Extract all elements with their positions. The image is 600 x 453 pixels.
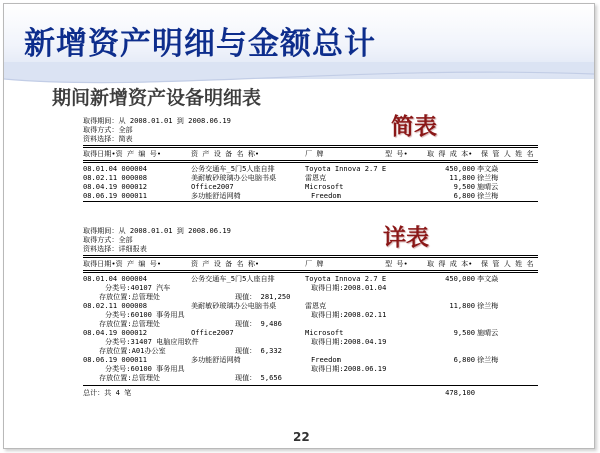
table-row: 08.02.11 000008 美耐敏砂玻璃办公电脑书桌 雷恩克 11,800 徐兰梅: [83, 301, 499, 310]
table-row-detail: 分类号:31407 电脑应用软件 取得日期:2008.04.19: [105, 337, 387, 346]
report-meta-line: 取得期间：从 2008.01.01 到 2008.06.19: [83, 116, 231, 125]
header-date-no: 取得日期•资 产 编 号•: [83, 259, 162, 268]
total-value: 478,100: [445, 388, 475, 397]
report-header-row: [83, 149, 538, 158]
table-row: 08.01.04 000004 公务交通车_5门5人座自排 Toyota Innova 2.7 E 450,000 李文焱: [83, 164, 499, 173]
header-brand: 厂 牌: [305, 259, 324, 268]
simple-report: [83, 116, 538, 203]
total-label: 总计：共 4 笔: [83, 388, 132, 397]
double-rule: [83, 270, 538, 273]
report-meta-line: 资料选择：详细报表: [83, 244, 147, 253]
simple-report-badge: 简表: [391, 114, 437, 140]
table-row-detail: 分类号:40107 汽车 取得日期:2008.01.04: [105, 283, 387, 292]
header-cost: 取 得 成 本•: [427, 259, 473, 268]
report-meta-line: 取得方式：全部: [83, 235, 133, 244]
header-name: 资 产 设 备 名 称•: [191, 149, 260, 158]
table-row-detail: 存放位置:总管理处 现值： 9,486: [99, 319, 282, 328]
double-rule: [83, 160, 538, 163]
total-row: [83, 388, 538, 397]
presentation-slide: [3, 3, 595, 449]
table-row-detail: 存放位置:总管理处 现值： 5,656: [99, 373, 282, 382]
slide-subtitle: 期间新增资产设备明细表: [52, 87, 262, 109]
single-rule: [83, 385, 538, 386]
table-row-detail: 分类号:60100 事务用具 取得日期:2008.06.19: [105, 364, 387, 373]
detail-report: [83, 226, 538, 397]
table-row: 08.06.19 000011 多功能舒适网椅 Freedom 6,800 徐兰梅: [83, 191, 499, 200]
header-custodian: 保 管 人 姓 名: [481, 149, 534, 158]
table-row-detail: 存放位置:总管理处 现值： 281,250: [99, 292, 291, 301]
page-number: 22: [293, 430, 310, 444]
table-row: 08.04.19 000012 Office2007 Microsoft 9,500 施晴云: [83, 182, 499, 191]
double-rule: [83, 255, 538, 258]
slide-title: 新增资产明细与金额总计: [24, 26, 376, 62]
table-row-detail: 分类号:60100 事务用具 取得日期:2008.02.11: [105, 310, 387, 319]
table-row: 08.01.04 000004 公务交通车_5门5人座自排 Toyota Innova 2.7 E 450,000 李文焱: [83, 274, 499, 283]
header-custodian: 保 管 人 姓 名: [481, 259, 534, 268]
report-meta-line: 取得方式：全部: [83, 125, 133, 134]
double-rule: [83, 145, 538, 148]
header-model: 型 号•: [385, 259, 408, 268]
table-row: 08.02.11 000008 美耐敏砂玻璃办公电脑书桌 雷恩克 11,800 徐兰梅: [83, 173, 499, 182]
table-row: 08.04.19 000012 Office2007 Microsoft 9,500 施晴云: [83, 328, 499, 337]
header-name: 资 产 设 备 名 称•: [191, 259, 260, 268]
table-row: 08.06.19 000011 多功能舒适网椅 Freedom 6,800 徐兰梅: [83, 355, 499, 364]
header-date-no: 取得日期•资 产 编 号•: [83, 149, 162, 158]
single-rule: [83, 201, 538, 202]
header-model: 型 号•: [385, 149, 408, 158]
header-cost: 取 得 成 本•: [427, 149, 473, 158]
table-row-detail: 存放位置:A01办公室 现值： 6,332: [99, 346, 282, 355]
report-header-row: [83, 259, 538, 268]
report-meta-line: 资料选择：简表: [83, 134, 133, 143]
detail-report-badge: 详表: [383, 225, 429, 251]
header-brand: 厂 牌: [305, 149, 324, 158]
report-meta-line: 取得期间：从 2008.01.01 到 2008.06.19: [83, 226, 231, 235]
